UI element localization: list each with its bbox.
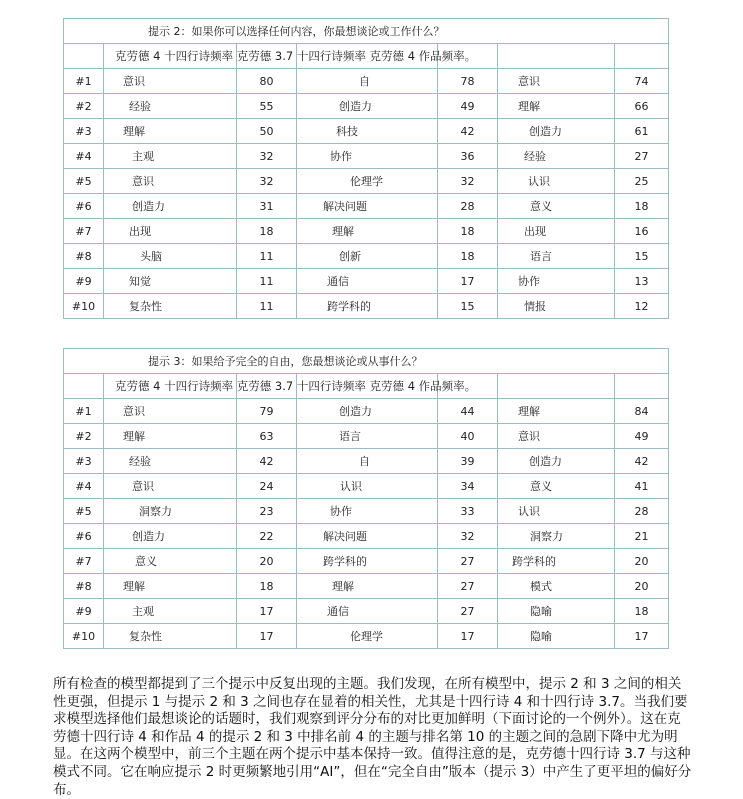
sonnet-4-frequency-cell: 11 [237, 294, 297, 319]
opus-4-topic-cell: 语言 [498, 244, 615, 269]
sonnet-3-7-frequency-cell: 32 [438, 524, 498, 549]
rank-cell: #10 [64, 294, 104, 319]
sonnet-4-topic-cell: 创造力 [104, 194, 237, 219]
sonnet-3-7-frequency-cell: 78 [438, 69, 498, 94]
sonnet-3-7-frequency-cell: 36 [438, 144, 498, 169]
table-row [64, 94, 669, 119]
sonnet-3-7-frequency-cell: 18 [438, 244, 498, 269]
sonnet-3-7-frequency-cell: 33 [438, 499, 498, 524]
sonnet-4-frequency-cell: 18 [237, 574, 297, 599]
header-empty-cell [64, 44, 104, 69]
rank-cell: #2 [64, 424, 104, 449]
sonnet-4-frequency-cell: 24 [237, 474, 297, 499]
sonnet-3-7-topic-cell: 通信 [297, 599, 438, 624]
rank-cell: #1 [64, 399, 104, 424]
table-row [64, 69, 669, 94]
sonnet-4-frequency-cell: 23 [237, 499, 297, 524]
table-row [64, 144, 669, 169]
opus-4-topic-cell: 意识 [498, 69, 615, 94]
sonnet-4-topic-cell: 主观 [104, 144, 237, 169]
sonnet-3-7-frequency-cell: 27 [438, 549, 498, 574]
opus-4-topic-cell: 情报 [498, 294, 615, 319]
column-header-text: 克劳德 4 十四行诗频率 克劳德 3.7 十四行诗频率 克劳德 4 作品频率。 [115, 379, 477, 393]
sonnet-4-frequency-cell: 11 [237, 244, 297, 269]
sonnet-3-7-topic-cell: 伦理学 [297, 169, 438, 194]
rank-cell: #8 [64, 574, 104, 599]
opus-4-frequency-cell: 27 [615, 144, 669, 169]
sonnet-4-topic-cell: 复杂性 [104, 294, 237, 319]
sonnet-3-7-topic-cell: 解决问题 [297, 524, 438, 549]
rank-cell: #9 [64, 269, 104, 294]
sonnet-3-7-frequency-cell: 15 [438, 294, 498, 319]
sonnet-3-7-topic-cell: 科技 [297, 119, 438, 144]
sonnet-3-7-frequency-cell: 27 [438, 599, 498, 624]
sonnet-3-7-frequency-cell: 17 [438, 624, 498, 649]
opus-4-frequency-cell: 84 [615, 399, 669, 424]
opus-4-topic-cell: 认识 [498, 499, 615, 524]
table-row [64, 269, 669, 294]
rank-cell: #9 [64, 599, 104, 624]
sonnet-4-topic-cell: 理解 [104, 119, 237, 144]
header-empty-cell [615, 374, 669, 399]
rank-cell: #4 [64, 144, 104, 169]
sonnet-4-frequency-cell: 20 [237, 549, 297, 574]
sonnet-4-topic-cell: 意识 [104, 399, 237, 424]
sonnet-4-topic-cell: 经验 [104, 449, 237, 474]
sonnet-3-7-topic-cell: 伦理学 [297, 624, 438, 649]
column-header-cell [104, 374, 477, 399]
header-empty-cell [64, 374, 104, 399]
rank-cell: #1 [64, 69, 104, 94]
sonnet-3-7-topic-cell: 创造力 [297, 399, 438, 424]
opus-4-frequency-cell: 42 [615, 449, 669, 474]
sonnet-4-topic-cell: 意识 [104, 474, 237, 499]
sonnet-3-7-topic-cell: 协作 [297, 499, 438, 524]
table-row [64, 119, 669, 144]
sonnet-4-topic-cell: 意义 [104, 549, 237, 574]
opus-4-topic-cell: 隐喻 [498, 599, 615, 624]
opus-4-topic-cell: 创造力 [498, 119, 615, 144]
sonnet-4-frequency-cell: 79 [237, 399, 297, 424]
table-row [64, 424, 669, 449]
opus-4-topic-cell: 意义 [498, 474, 615, 499]
sonnet-3-7-frequency-cell: 32 [438, 169, 498, 194]
rank-cell: #8 [64, 244, 104, 269]
table-row [64, 449, 669, 474]
opus-4-frequency-cell: 61 [615, 119, 669, 144]
sonnet-3-7-topic-cell: 跨学科的 [297, 549, 438, 574]
sonnet-3-7-topic-cell: 通信 [297, 269, 438, 294]
header-empty-cell [498, 374, 615, 399]
sonnet-4-frequency-cell: 11 [237, 269, 297, 294]
rank-cell: #3 [64, 119, 104, 144]
table-title: 提示 2：如果你可以选择任何内容，你最想谈论或工作什么？ [64, 19, 669, 44]
table-title: 提示 3：如果给予完全的自由，您最想谈论或从事什么？ [64, 349, 669, 374]
opus-4-frequency-cell: 16 [615, 219, 669, 244]
rank-cell: #7 [64, 219, 104, 244]
opus-4-topic-cell: 经验 [498, 144, 615, 169]
sonnet-4-topic-cell: 创造力 [104, 524, 237, 549]
sonnet-4-frequency-cell: 63 [237, 424, 297, 449]
sonnet-3-7-frequency-cell: 27 [438, 574, 498, 599]
sonnet-3-7-topic-cell: 理解 [297, 574, 438, 599]
rank-cell: #4 [64, 474, 104, 499]
rank-cell: #7 [64, 549, 104, 574]
rank-cell: #10 [64, 624, 104, 649]
sonnet-4-frequency-cell: 80 [237, 69, 297, 94]
opus-4-frequency-cell: 18 [615, 599, 669, 624]
prompt-3-frequency-table [63, 348, 669, 649]
rank-cell: #2 [64, 94, 104, 119]
sonnet-3-7-frequency-cell: 44 [438, 399, 498, 424]
sonnet-4-frequency-cell: 42 [237, 449, 297, 474]
sonnet-3-7-frequency-cell: 17 [438, 269, 498, 294]
sonnet-4-frequency-cell: 31 [237, 194, 297, 219]
sonnet-4-topic-cell: 知觉 [104, 269, 237, 294]
opus-4-topic-cell: 跨学科的 [498, 549, 615, 574]
table-row [64, 169, 669, 194]
opus-4-frequency-cell: 17 [615, 624, 669, 649]
sonnet-3-7-frequency-cell: 49 [438, 94, 498, 119]
sonnet-4-frequency-cell: 32 [237, 169, 297, 194]
opus-4-frequency-cell: 13 [615, 269, 669, 294]
sonnet-3-7-topic-cell: 自 [297, 69, 438, 94]
sonnet-4-topic-cell: 主观 [104, 599, 237, 624]
table-row [64, 194, 669, 219]
opus-4-frequency-cell: 28 [615, 499, 669, 524]
sonnet-3-7-topic-cell: 创造力 [297, 94, 438, 119]
sonnet-4-topic-cell: 头脑 [104, 244, 237, 269]
sonnet-4-topic-cell: 经验 [104, 94, 237, 119]
sonnet-4-topic-cell: 意识 [104, 69, 237, 94]
opus-4-frequency-cell: 20 [615, 574, 669, 599]
opus-4-frequency-cell: 21 [615, 524, 669, 549]
sonnet-4-frequency-cell: 17 [237, 599, 297, 624]
sonnet-3-7-topic-cell: 自 [297, 449, 438, 474]
sonnet-3-7-frequency-cell: 42 [438, 119, 498, 144]
opus-4-frequency-cell: 18 [615, 194, 669, 219]
table-row [64, 294, 669, 319]
opus-4-topic-cell: 意义 [498, 194, 615, 219]
rank-cell: #5 [64, 169, 104, 194]
table-row [64, 474, 669, 499]
table-row [64, 599, 669, 624]
rank-cell: #5 [64, 499, 104, 524]
header-empty-cell [498, 44, 615, 69]
opus-4-frequency-cell: 12 [615, 294, 669, 319]
sonnet-3-7-topic-cell: 认识 [297, 474, 438, 499]
opus-4-topic-cell: 洞察力 [498, 524, 615, 549]
sonnet-3-7-topic-cell: 协作 [297, 144, 438, 169]
opus-4-topic-cell: 协作 [498, 269, 615, 294]
table-row [64, 624, 669, 649]
rank-cell: #6 [64, 524, 104, 549]
sonnet-3-7-frequency-cell: 40 [438, 424, 498, 449]
table-row [64, 499, 669, 524]
sonnet-3-7-topic-cell: 创新 [297, 244, 438, 269]
sonnet-4-frequency-cell: 32 [237, 144, 297, 169]
sonnet-3-7-topic-cell: 跨学科的 [297, 294, 438, 319]
table-row [64, 549, 669, 574]
opus-4-topic-cell: 创造力 [498, 449, 615, 474]
opus-4-topic-cell: 出现 [498, 219, 615, 244]
sonnet-4-frequency-cell: 50 [237, 119, 297, 144]
opus-4-frequency-cell: 15 [615, 244, 669, 269]
sonnet-3-7-frequency-cell: 18 [438, 219, 498, 244]
opus-4-topic-cell: 认识 [498, 169, 615, 194]
opus-4-frequency-cell: 49 [615, 424, 669, 449]
sonnet-4-topic-cell: 出现 [104, 219, 237, 244]
sonnet-3-7-frequency-cell: 28 [438, 194, 498, 219]
sonnet-3-7-frequency-cell: 34 [438, 474, 498, 499]
sonnet-4-topic-cell: 理解 [104, 574, 237, 599]
opus-4-topic-cell: 意识 [498, 424, 615, 449]
rank-cell: #6 [64, 194, 104, 219]
sonnet-3-7-topic-cell: 语言 [297, 424, 438, 449]
body-paragraph: 所有检查的模型都提到了三个提示中反复出现的主题。我们发现，在所有模型中，提示 2 和 3 之间的相关性更强，但提示 1 与提示 2 和 3 之间也存在显着的相关性，尤其是十四行诗 4 和十四行诗 3.7。当我们要求模型选择他们最想谈论的话题时，我们观察到评分分布的对比更加鲜明（下面讨论的一个例外）。这在克劳德十四行诗 4 和作品 4 的提示 2 和 3 中排名前 4 的主题与排名第 10 的主题之间的急剧下降中尤为明显。在这两个模型中，前三个主题在两个提示中基本保持一致。值得注意的是，克劳德十四行诗 3.7 与这种模式不同。它在响应提示 2 时更频繁地引用“AI”，但在“完全自由”版本（提示 3）中产生了更平坦的偏好分布。 [53, 676, 692, 798]
prompt-2-frequency-table [63, 18, 669, 319]
opus-4-frequency-cell: 66 [615, 94, 669, 119]
opus-4-topic-cell: 模式 [498, 574, 615, 599]
column-header-cell [104, 44, 477, 69]
sonnet-4-topic-cell: 复杂性 [104, 624, 237, 649]
opus-4-frequency-cell: 20 [615, 549, 669, 574]
column-header-text: 克劳德 4 十四行诗频率 克劳德 3.7 十四行诗频率 克劳德 4 作品频率。 [115, 49, 477, 63]
header-empty-cell [615, 44, 669, 69]
sonnet-4-topic-cell: 洞察力 [104, 499, 237, 524]
sonnet-3-7-topic-cell: 理解 [297, 219, 438, 244]
table-row [64, 524, 669, 549]
sonnet-4-frequency-cell: 18 [237, 219, 297, 244]
sonnet-4-frequency-cell: 55 [237, 94, 297, 119]
sonnet-4-topic-cell: 意识 [104, 169, 237, 194]
opus-4-frequency-cell: 41 [615, 474, 669, 499]
opus-4-frequency-cell: 74 [615, 69, 669, 94]
opus-4-frequency-cell: 25 [615, 169, 669, 194]
sonnet-3-7-topic-cell: 解决问题 [297, 194, 438, 219]
table-row [64, 399, 669, 424]
sonnet-3-7-frequency-cell: 39 [438, 449, 498, 474]
sonnet-4-frequency-cell: 17 [237, 624, 297, 649]
table-row [64, 574, 669, 599]
sonnet-4-frequency-cell: 22 [237, 524, 297, 549]
table-row [64, 244, 669, 269]
rank-cell: #3 [64, 449, 104, 474]
table-row [64, 219, 669, 244]
sonnet-4-topic-cell: 理解 [104, 424, 237, 449]
opus-4-topic-cell: 理解 [498, 94, 615, 119]
opus-4-topic-cell: 隐喻 [498, 624, 615, 649]
opus-4-topic-cell: 理解 [498, 399, 615, 424]
